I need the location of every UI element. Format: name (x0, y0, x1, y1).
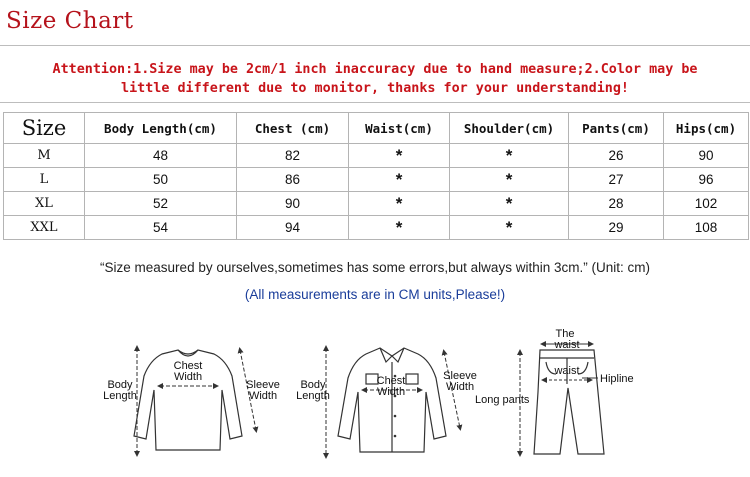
header-size: Size (4, 113, 85, 144)
shirt2-length-label: Length (296, 390, 330, 402)
measurement-note: “Size measured by ourselves,sometimes has some errors,but always within 3cm.” (Unit: cm) (100, 260, 650, 275)
cell-size: XXL (4, 216, 85, 240)
header-hips: Hips(cm) (664, 113, 749, 144)
size-table (3, 112, 749, 240)
header-shoulder: Shoulder(cm) (450, 113, 569, 144)
cell-body-length: 50 (85, 168, 237, 192)
cell-waist: * (349, 168, 450, 192)
page-title: Size Chart (6, 8, 134, 34)
cell-waist: * (349, 216, 450, 240)
cell-shoulder: * (450, 168, 569, 192)
measurement-diagram (0, 318, 750, 477)
header-body-length: Body Length(cm) (85, 113, 237, 144)
attention-line-1: Attention:1.Size may be 2cm/1 inch inaccuracy due to hand measure;2.Color may be (52, 62, 698, 77)
cell-shoulder: * (450, 192, 569, 216)
shirt2-chest-label: Chest (376, 375, 406, 387)
cell-pants: 27 (569, 168, 664, 192)
cell-size: L (4, 168, 85, 192)
header-pants: Pants(cm) (569, 113, 664, 144)
table-row (4, 192, 749, 216)
cell-hips: 96 (664, 168, 749, 192)
cell-pants: 28 (569, 192, 664, 216)
cell-size: XL (4, 192, 85, 216)
table-row (4, 168, 749, 192)
shirt1-sleeve-width-label: Width (248, 390, 278, 402)
button-shirt-illustration (338, 348, 446, 452)
cell-chest: 86 (237, 168, 349, 192)
pants-waist-label: waist (554, 365, 580, 377)
attention-line-2: little different due to monitor, thanks for your understanding! (121, 81, 629, 96)
cell-body-length: 54 (85, 216, 237, 240)
shirt2-width-label: Width (376, 386, 406, 398)
cell-shoulder: * (450, 216, 569, 240)
cell-chest: 82 (237, 144, 349, 168)
shirt1-length-label: Length (103, 390, 137, 402)
cell-body-length: 48 (85, 144, 237, 168)
table-row (4, 216, 749, 240)
shirt1-sleeve-label: Sleeve (246, 379, 280, 391)
pants-long-pants-label: Long pants (475, 394, 530, 406)
pants-the-label: The (555, 328, 575, 340)
shirt2-sleeve-width-label: Width (445, 381, 475, 393)
units-note: (All measurements are in CM units,Please!) (244, 287, 506, 302)
cell-waist: * (349, 192, 450, 216)
cell-hips: 102 (664, 192, 749, 216)
cell-chest: 90 (237, 192, 349, 216)
table-row (4, 144, 749, 168)
attention-notice (2, 60, 748, 98)
table-header-row (4, 113, 749, 144)
cell-waist: * (349, 144, 450, 168)
cell-shoulder: * (450, 144, 569, 168)
shirt1-chest-label: Chest (173, 360, 203, 372)
header-chest: Chest (cm) (237, 113, 349, 144)
shirt2-sleeve-label: Sleeve (443, 370, 477, 382)
cell-hips: 90 (664, 144, 749, 168)
cell-hips: 108 (664, 216, 749, 240)
cell-pants: 26 (569, 144, 664, 168)
shirt1-width-label: Width (173, 371, 203, 383)
cell-chest: 94 (237, 216, 349, 240)
pants-hipline-label: Hipline (600, 373, 634, 385)
shirt1-body-label: Body (107, 379, 133, 391)
shirt2-body-label: Body (300, 379, 326, 391)
divider (0, 102, 750, 103)
cell-size: M (4, 144, 85, 168)
cell-pants: 29 (569, 216, 664, 240)
pants-waist-top-label: waist (554, 339, 580, 351)
cell-body-length: 52 (85, 192, 237, 216)
divider (0, 45, 750, 46)
header-waist: Waist(cm) (349, 113, 450, 144)
